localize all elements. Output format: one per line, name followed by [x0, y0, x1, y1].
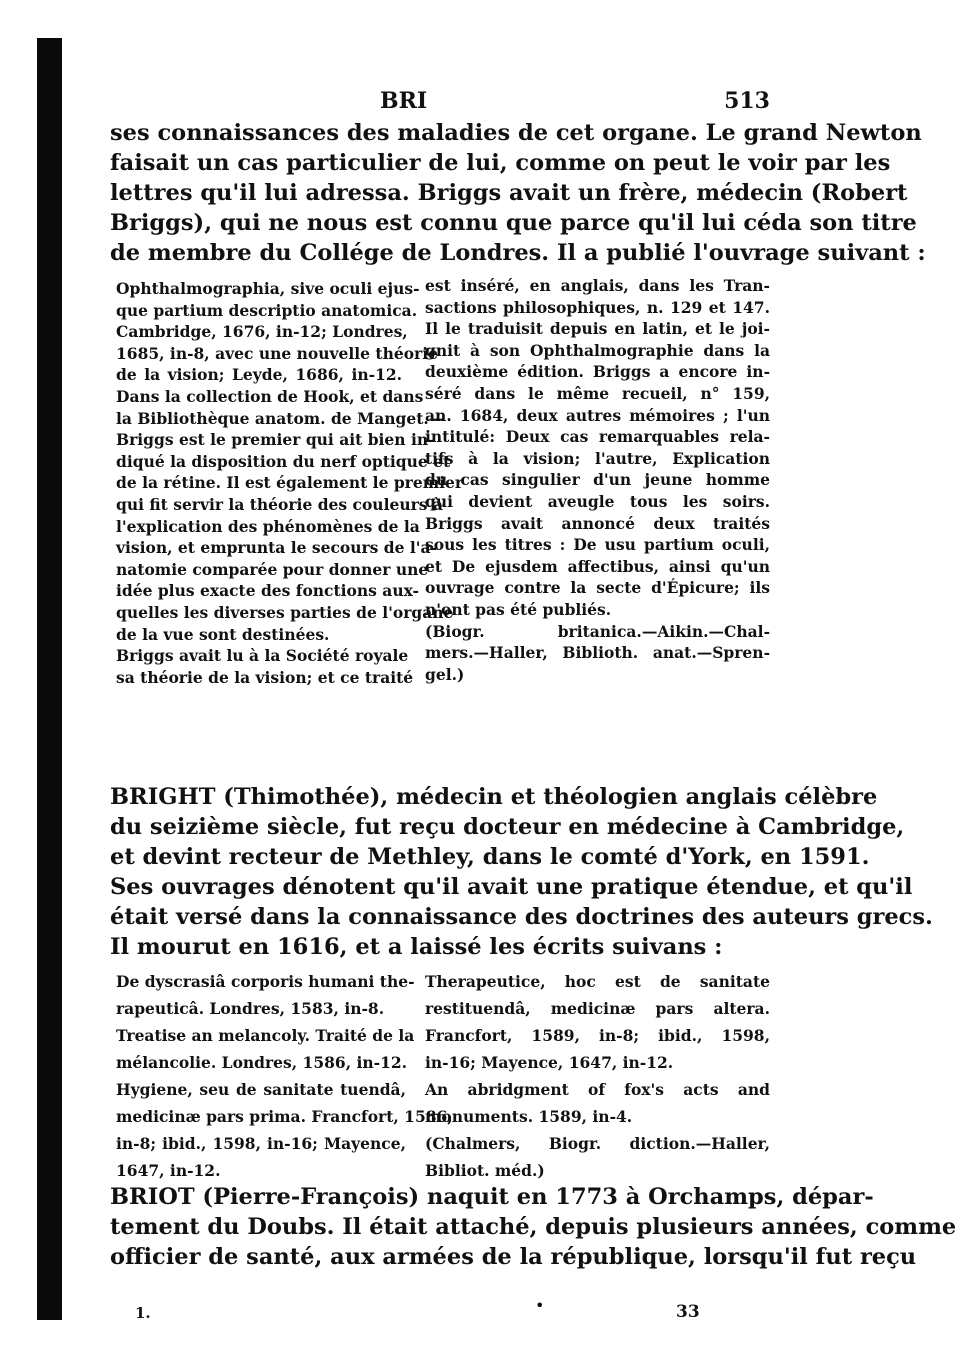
briot-entry-line: officier de santé, aux armées de la république, lorsqu'il fut reçu: [110, 1244, 917, 1270]
note-line: gel.): [425, 664, 465, 684]
signature-mark: 33: [676, 1302, 700, 1322]
note-line: et De ejusdem affectibus, ainsi qu'un: [425, 556, 770, 576]
note-line: Therapeutice, hoc est de sanitate: [425, 972, 770, 991]
note-line: De dyscrasiâ corporis humani the-: [116, 972, 415, 991]
running-headword: BRI: [380, 88, 428, 114]
bright-entry-line: Ses ouvrages dénotent qu'il avait une pratique étendue, et qu'il: [110, 874, 913, 900]
note-line: Cambridge, 1676, in-12; Londres,: [116, 322, 408, 342]
note-line: de la vision; Leyde, 1686, in-12.: [116, 365, 402, 385]
note-line: Ophthalmographia, sive oculi ejus-: [116, 279, 420, 298]
note-line: diqué la disposition du nerf optique et: [116, 451, 451, 471]
note-line: de la rétine. Il est également le premier: [116, 473, 464, 493]
note-line: idée plus exacte des fonctions aux-: [116, 581, 419, 601]
note-line: de la vue sont destinées.: [116, 624, 330, 644]
volume-mark: 1.: [135, 1304, 151, 1322]
note-line: vision, et emprunta le secours de l'a-: [116, 538, 438, 558]
intro-line: Briggs), qui ne nous est connu que parce qu'il lui céda son titre: [110, 210, 917, 236]
note-line: que partium descriptio anatomica.: [116, 300, 418, 320]
note-line: 1685, in-8, avec une nouvelle théorie: [116, 343, 438, 363]
note-line: sa théorie de la vision; et ce traité: [116, 667, 414, 687]
note-line: sous les titres : De usu partium oculi,: [425, 535, 770, 555]
note-line: medicinæ pars prima. Francfort, 1586,: [116, 1107, 453, 1126]
intro-line: de membre du Collége de Londres. Il a publié l'ouvrage suivant :: [110, 240, 926, 266]
note-line: gnit à son Ophthalmographie dans la: [425, 340, 770, 360]
note-line: Briggs est le premier qui ait bien in-: [116, 430, 435, 450]
note-line: (Biogr. britanica.—Aikin.—Chal-: [425, 621, 770, 641]
note-line: ouvrage contre la secte d'Épicure; ils: [425, 578, 770, 598]
note-line: mélancolie. Londres, 1586, in-12.: [116, 1053, 408, 1072]
page-number: 513: [724, 88, 770, 114]
running-head: [110, 88, 770, 118]
briot-entry-line: BRIOT (Pierre-François) naquit en 1773 à Orchamps, dépar-: [110, 1184, 874, 1210]
printer-dot: •: [535, 1296, 545, 1315]
note-line: rapeuticâ. Londres, 1583, in-8.: [116, 999, 385, 1018]
note-line: monuments. 1589, in-4.: [425, 1107, 633, 1126]
bright-notes-right-column: [425, 968, 770, 1184]
intro-line: lettres qu'il lui adressa. Briggs avait un frère, médecin (Robert: [110, 180, 908, 206]
bright-entry-line: du seizième siècle, fut reçu docteur en médecine à Cambridge,: [110, 814, 905, 840]
note-line: qui fit servir la théorie des couleurs à: [116, 494, 443, 514]
bright-entry-line: et devint recteur de Methley, dans le comté d'York, en 1591.: [110, 844, 870, 870]
bright-entry-line: était versé dans la connaissance des doctrines des auteurs grecs.: [110, 904, 933, 930]
note-line: Dans la collection de Hook, et dans: [116, 386, 424, 406]
briggs-notes-right-column: [425, 275, 770, 685]
note-line: n'ont pas été publiés.: [425, 599, 612, 619]
note-line: Hygiene, seu de sanitate tuendâ,: [116, 1080, 406, 1099]
note-line: du cas singulier d'un jeune homme: [425, 470, 770, 490]
note-line: intitulé: Deux cas remarquables rela-: [425, 427, 770, 447]
bright-notes-left-column: [116, 968, 453, 1184]
bright-entry-line: Il mourut en 1616, et a laissé les écrits suivans :: [110, 934, 723, 960]
binding-shadow: [37, 38, 62, 1320]
note-line: l'explication des phénomènes de la: [116, 516, 420, 536]
note-line: Briggs avait annoncé deux traités: [425, 513, 770, 533]
note-line: An abridgment of fox's acts and: [425, 1080, 770, 1099]
note-line: natomie comparée pour donner une: [116, 559, 429, 579]
note-line: mers.—Haller, Biblioth. anat.—Spren-: [425, 643, 770, 663]
note-line: Il le traduisit depuis en latin, et le joi-: [425, 319, 770, 339]
note-line: in-16; Mayence, 1647, in-12.: [425, 1053, 674, 1072]
note-line: tifs à la vision; l'autre, Explication: [425, 448, 770, 468]
bright-entry-line: BRIGHT (Thimothée), médecin et théologien anglais célèbre: [110, 784, 878, 810]
note-line: Treatise an melancoly. Traité de la: [116, 1026, 415, 1045]
note-line: Bibliot. méd.): [425, 1161, 545, 1180]
note-line: séré dans le même recueil, n° 159,: [425, 383, 770, 403]
note-line: 1647, in-12.: [116, 1161, 221, 1180]
intro-line: faisait un cas particulier de lui, comme on peut le voir par les: [110, 150, 891, 176]
note-line: est inséré, en anglais, dans les Tran-: [425, 276, 770, 295]
note-line: (Chalmers, Biogr. diction.—Haller,: [425, 1134, 770, 1153]
note-line: Briggs avait lu à la Société royale: [116, 646, 409, 666]
note-line: restituendâ, medicinæ pars altera.: [425, 999, 770, 1018]
intro-line: ses connaissances des maladies de cet organe. Le grand Newton: [110, 120, 922, 146]
note-line: sactions philosophiques, n. 129 et 147.: [425, 297, 770, 317]
note-line: Francfort, 1589, in-8; ibid., 1598,: [425, 1026, 770, 1045]
note-line: qui devient aveugle tous les soirs.: [425, 491, 770, 511]
briot-entry-line: tement du Doubs. Il était attaché, depuis plusieurs années, comme: [110, 1214, 956, 1240]
note-line: an. 1684, deux autres mémoires ; l'un: [425, 405, 770, 425]
note-line: deuxième édition. Briggs a encore in-: [425, 362, 770, 382]
note-line: la Bibliothèque anatom. de Manget.—: [116, 408, 445, 428]
note-line: quelles les diverses parties de l'organe: [116, 602, 454, 622]
note-line: in-8; ibid., 1598, in-16; Mayence,: [116, 1134, 406, 1153]
